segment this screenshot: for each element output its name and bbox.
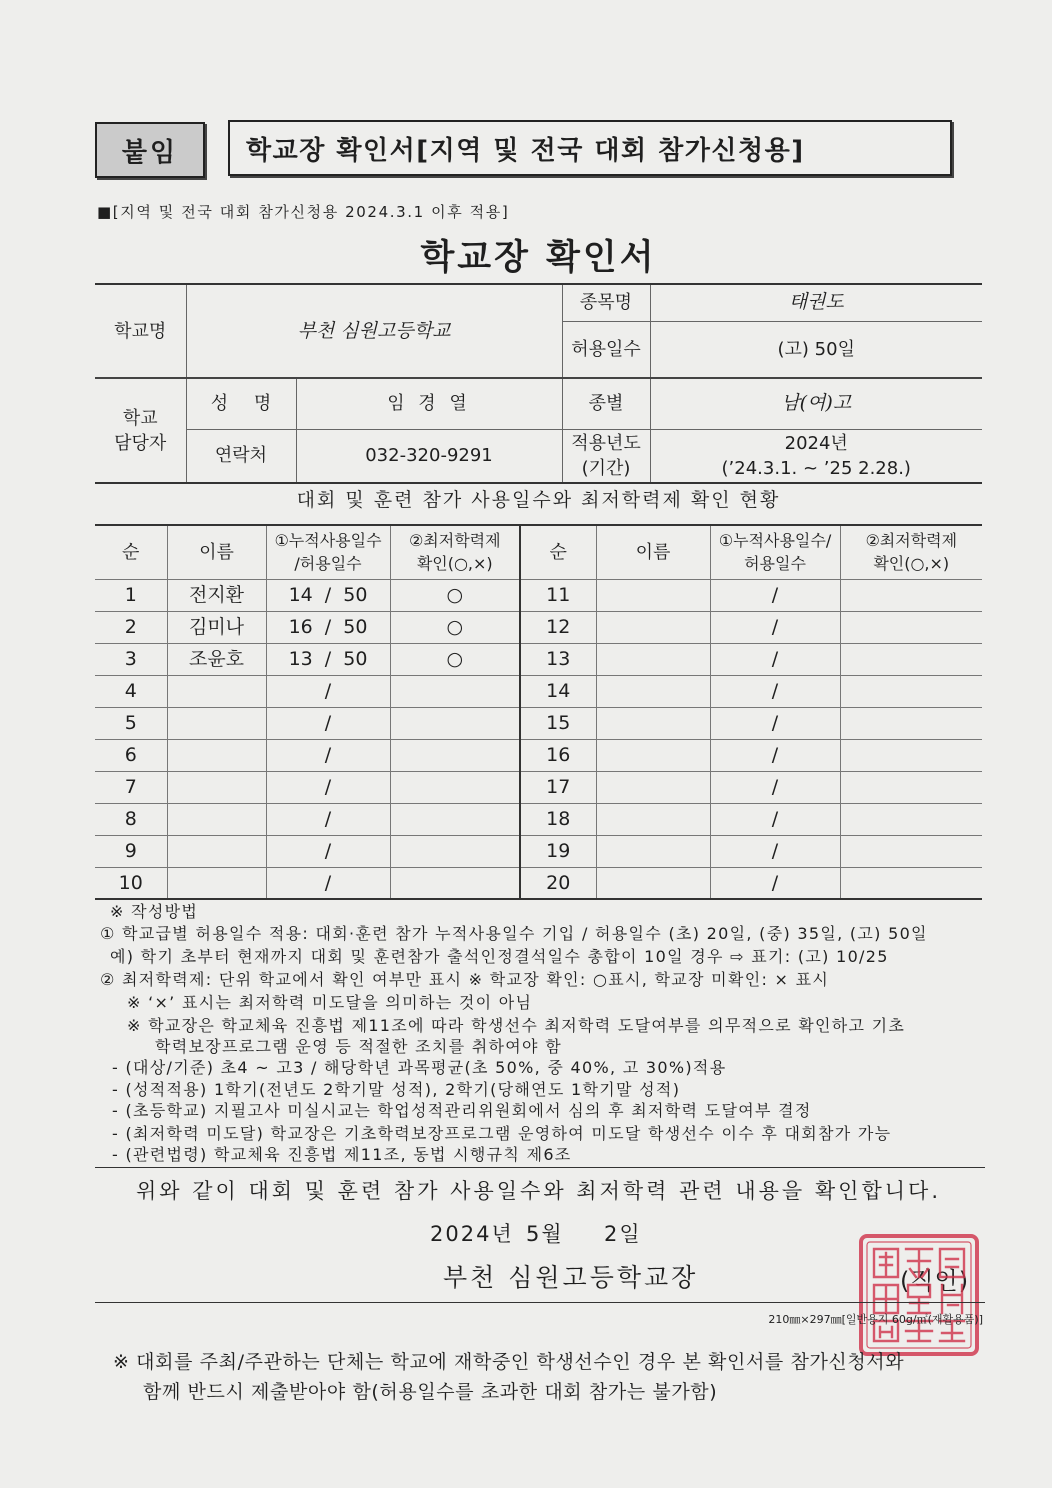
table-row (95, 707, 982, 739)
cell-left-name (167, 675, 266, 707)
cell-left-check (390, 675, 520, 707)
header-right-days-line1: ①누적사용일수/ (718, 531, 832, 551)
date-month: 5월 (526, 1222, 564, 1246)
cell-right-days: / (710, 579, 840, 611)
attachment-label: 붙임 (95, 122, 205, 178)
header-right-check-line2: 확인(○,×) (873, 554, 950, 574)
note-line: ② 최저학력제: 단위 학교에서 확인 여부만 표시 ※ 학교장 확인: ○표시, 학교장 미확인: × 표시 (100, 970, 830, 989)
cell-left-check (390, 835, 520, 867)
header-left-name: 이름 (167, 525, 266, 579)
cell-left-no: 9 (95, 835, 167, 867)
cell-right-days: / (710, 803, 840, 835)
document-header-title: 학교장 확인서[지역 및 전국 대회 참가신청용] (228, 120, 952, 176)
cell-left-days: / (266, 835, 390, 867)
cell-right-no: 18 (520, 803, 596, 835)
note-line: - (관련법령) 학교체육 진흥법 제11조, 동법 시행규칙 제6조 (112, 1145, 572, 1164)
cell-right-name (596, 739, 710, 771)
cell-right-no: 15 (520, 707, 596, 739)
cell-right-no: 13 (520, 643, 596, 675)
cell-left-days: / (266, 675, 390, 707)
cell-right-days: / (710, 867, 840, 899)
cell-right-check (840, 835, 982, 867)
cell-left-days: / (266, 803, 390, 835)
table-row (95, 835, 982, 867)
page-title: 학교장 확인서 (420, 238, 657, 278)
table-header-row (95, 525, 982, 579)
cell-left-no: 8 (95, 803, 167, 835)
cell-left-no: 3 (95, 643, 167, 675)
cell-left-name (167, 771, 266, 803)
header-left-days-line2: /허용일수 (294, 554, 362, 574)
name-label: 성 명 (186, 378, 296, 429)
note-heading: ※ 작성방법 (110, 902, 199, 921)
header-left-check-line2: 확인(○,×) (416, 554, 493, 574)
cell-right-no: 20 (520, 867, 596, 899)
contact-label: 연락처 (186, 429, 296, 483)
cell-right-days: / (710, 771, 840, 803)
cell-left-no: 1 (95, 579, 167, 611)
allowed-days-label: 허용일수 (562, 321, 650, 378)
period-label-line1: 적용년도 (571, 432, 641, 454)
header-right-days (710, 525, 840, 579)
table-row (95, 579, 982, 611)
cell-left-days: 14 / 50 (266, 579, 390, 611)
cell-left-check: ○ (390, 579, 520, 611)
cell-right-check (840, 675, 982, 707)
info-row-sport (95, 284, 982, 321)
header-right-name: 이름 (596, 525, 710, 579)
period-label (562, 429, 650, 483)
divider-line (95, 1302, 985, 1303)
footer-note-line1: ※ 대회를 주최/주관하는 단체는 학교에 재학중인 학생선수인 경우 본 확인서를 참가신청서와 (113, 1351, 905, 1373)
manager-label-line1: 학교 (122, 407, 158, 429)
note-line: - (대상/기준) 초4 ~ 고3 / 해당학년 과목평균(초 50%, 중 40%, 고 30%)적용 (112, 1058, 727, 1077)
table-row (95, 867, 982, 899)
cell-left-check (390, 739, 520, 771)
header-left-check (390, 525, 520, 579)
cell-right-check (840, 867, 982, 899)
cell-right-name (596, 803, 710, 835)
cell-right-check (840, 611, 982, 643)
table-row (95, 643, 982, 675)
cell-right-days: / (710, 675, 840, 707)
cell-left-no: 2 (95, 611, 167, 643)
cell-right-name (596, 835, 710, 867)
paper-spec: 210㎜×297㎜[일반용지 60g/㎡(재활용품)] (768, 1313, 983, 1326)
cell-left-days: / (266, 739, 390, 771)
cell-left-check: ○ (390, 611, 520, 643)
cell-left-no: 10 (95, 867, 167, 899)
cell-right-days: / (710, 707, 840, 739)
header-right-no: 순 (520, 525, 596, 579)
header-right-days-line2: 허용일수 (744, 554, 806, 574)
footer-note-line2: 함께 반드시 제출받아야 함(허용일수를 초과한 대회 참가는 불가함) (143, 1381, 718, 1403)
note-line: ① 학교급별 허용일수 적용: 대회·훈련 참가 누적사용일수 기입 / 허용일수 (초) 20일, (중) 35일, (고) 50일 (100, 924, 928, 943)
note-line: ※ 학교장은 학교체육 진흥법 제11조에 따라 학생선수 최저학력 도달여부를 의무적으로 확인하고 기초 (127, 1016, 906, 1035)
status-section-title: 대회 및 훈련 참가 사용일수와 최저학력제 확인 현황 (296, 489, 781, 511)
cell-left-name (167, 739, 266, 771)
cell-left-check (390, 803, 520, 835)
cell-right-days: / (710, 643, 840, 675)
applicability-notice: ■[지역 및 전국 대회 참가신청용 2024.3.1 이후 적용] (97, 203, 510, 221)
school-info-table (95, 283, 982, 484)
cell-right-name (596, 579, 710, 611)
cell-left-name (167, 803, 266, 835)
cell-right-name (596, 611, 710, 643)
table-body (95, 579, 982, 899)
table-row (95, 675, 982, 707)
manager-label-line2: 담당자 (114, 432, 167, 454)
cell-right-no: 11 (520, 579, 596, 611)
table-row (95, 803, 982, 835)
cell-left-name: 전지환 (167, 579, 266, 611)
cell-right-days: / (710, 611, 840, 643)
contact-value: 032-320-9291 (296, 429, 562, 483)
manager-name-value: 임 경 열 (296, 378, 562, 429)
cell-left-days: / (266, 771, 390, 803)
cell-right-days: / (710, 835, 840, 867)
cell-right-no: 19 (520, 835, 596, 867)
cell-left-name (167, 707, 266, 739)
header-left-check-line1: ②최저학력제 (408, 531, 501, 551)
cell-right-check (840, 739, 982, 771)
cell-left-no: 4 (95, 675, 167, 707)
sport-value: 태권도 (650, 284, 982, 321)
cell-right-name (596, 643, 710, 675)
header-left-days-line1: ①누적사용일수 (274, 531, 382, 551)
cell-left-days: 16 / 50 (266, 611, 390, 643)
cell-right-no: 16 (520, 739, 596, 771)
cell-left-check (390, 707, 520, 739)
date-year: 2024년 (430, 1222, 514, 1246)
cell-left-no: 6 (95, 739, 167, 771)
divider-line (95, 1167, 985, 1168)
cell-right-check (840, 643, 982, 675)
cell-right-check (840, 707, 982, 739)
table-row (95, 611, 982, 643)
cell-right-check (840, 771, 982, 803)
cell-left-days: 13 / 50 (266, 643, 390, 675)
table-row (95, 771, 982, 803)
category-value: 남(여)고 (650, 378, 982, 429)
cell-left-no: 7 (95, 771, 167, 803)
note-line: ※ ‘×’ 표시는 최저학력 미도달을 의미하는 것이 아님 (127, 993, 533, 1012)
cell-right-no: 14 (520, 675, 596, 707)
note-line: - (초등학교) 지필고사 미실시교는 학업성적관리위원회에서 심의 후 최저학력 도달여부 결정 (112, 1101, 812, 1120)
cell-left-name: 조윤호 (167, 643, 266, 675)
participation-status-table (95, 524, 982, 900)
cell-left-days: / (266, 867, 390, 899)
date-day: 2일 (604, 1222, 642, 1246)
cell-right-name (596, 867, 710, 899)
header-right-check-line1: ②최저학력제 (865, 531, 958, 551)
cell-right-name (596, 771, 710, 803)
cell-left-name (167, 835, 266, 867)
cell-right-days: / (710, 739, 840, 771)
school-seal-icon (858, 1233, 980, 1357)
header-right-check (840, 525, 982, 579)
sport-label: 종목명 (562, 284, 650, 321)
school-label: 학교명 (95, 284, 186, 378)
cell-left-check (390, 867, 520, 899)
info-row-contact (95, 429, 982, 483)
period-label-line2: (기간) (581, 457, 631, 479)
cell-right-check (840, 579, 982, 611)
note-line: - (성적적용) 1학기(전년도 2학기말 성적), 2학기(당해연도 1학기말 성적) (112, 1080, 681, 1099)
cell-left-no: 5 (95, 707, 167, 739)
period-range: (’24.3.1. ~ ’25 2.28.) (721, 457, 911, 479)
cell-left-name (167, 867, 266, 899)
period-year: 2024년 (784, 432, 848, 454)
cell-right-no: 12 (520, 611, 596, 643)
note-line: 학력보장프로그램 운영 등 적절한 조치를 취하여야 함 (155, 1037, 562, 1056)
cell-right-name (596, 675, 710, 707)
cell-right-name (596, 707, 710, 739)
cell-left-days: / (266, 707, 390, 739)
manager-label (95, 378, 186, 483)
seal-label: (직인) (900, 1267, 970, 1295)
note-line: 예) 학기 초부터 현재까지 대회 및 훈련참가 출석인정결석일수 총합이 10일 경우 ⇨ 표기: (고) 10/25 (110, 947, 889, 966)
header-left-days (266, 525, 390, 579)
confirmation-statement: 위와 같이 대회 및 훈련 참가 사용일수와 최저학력 관련 내용을 확인합니다. (135, 1179, 941, 1203)
note-line: - (최저학력 미도달) 학교장은 기초학력보장프로그램 운영하여 미도달 학생선수 이수 후 대회참가 가능 (112, 1124, 892, 1143)
table-row (95, 739, 982, 771)
cell-right-check (840, 803, 982, 835)
info-row-manager (95, 378, 982, 429)
category-label: 종별 (562, 378, 650, 429)
cell-left-check: ○ (390, 643, 520, 675)
allowed-days-value: (고) 50일 (650, 321, 982, 378)
cell-left-name: 김미나 (167, 611, 266, 643)
header-left-no: 순 (95, 525, 167, 579)
cell-left-check (390, 771, 520, 803)
period-value (650, 429, 982, 483)
signer-name: 부천 심원고등학교장 (443, 1263, 699, 1292)
school-name-value: 부천 심원고등학교 (186, 284, 562, 378)
cell-right-no: 17 (520, 771, 596, 803)
